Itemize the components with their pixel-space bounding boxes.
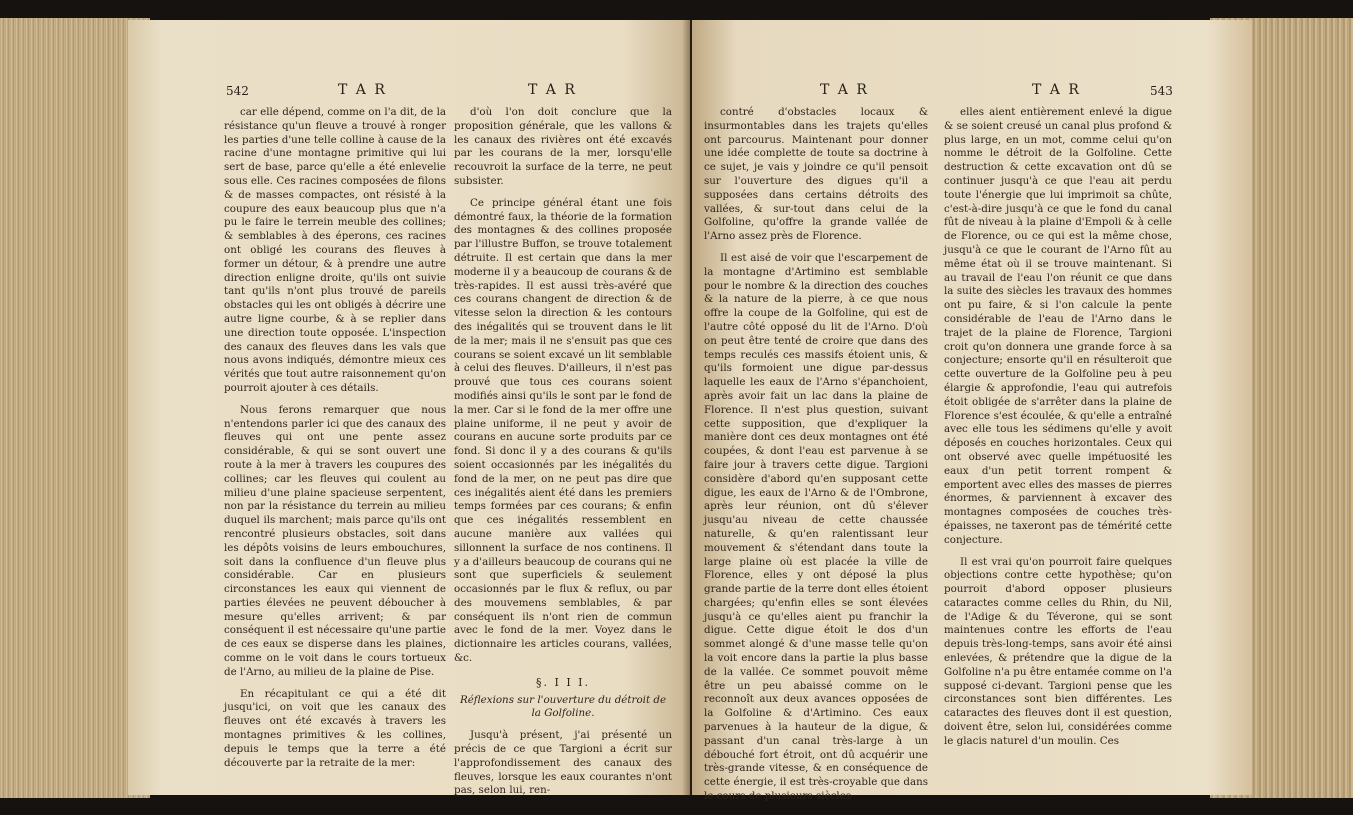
paragraph: En récapitulant ce qui a été dit jusqu'ici, on voit que les canaux des fleuves ont été excavés à travers les montagnes primitives & les collines, depuis le temps que la terre a été découverte par la retraite de la mer:	[224, 687, 446, 769]
right-running-head-2: T A R	[1032, 82, 1081, 98]
left-column-1	[224, 106, 446, 770]
paragraph: Il est vrai qu'on pourroit faire quelques objections contre cette hypothèse; qu'on pourroit d'abord opposer plusieurs cataractes comme celles du Rhin, du Nil, de l'Adige & du Téverone, qui se sont maintenues contre les efforts de l'eau depuis très-long-temps, sans avoir été ainsi enlevées, & prétendre que la digue de la Golfoline n'a pu être entamée comme on l'a supposé ci-devant. Targioni pense que les circonstances sont bien différentes. Les cataractes des fleuves dont il est question, doivent être, selon lui, considérées comme le glacis naturel d'un moulin. Ces	[944, 555, 1172, 747]
right-page-number: 543	[1150, 84, 1173, 98]
section-title: Réflexions sur l'ouverture du détroit de la Golfoline.	[459, 693, 667, 720]
right-page	[692, 20, 1252, 803]
left-running-head-1: T A R	[338, 82, 387, 98]
paragraph: car elle dépend, comme on l'a dit, de la résistance qu'un fleuve a trouvé à ronger les parties d'une telle colline à cause de la racine d'une montagne primitive qui lui sert de base, parce qu'elle a été enlevelie sous elle. Ces racines composées de filons & de masses compactes, ont résisté à la coupure des eaux beaucoup plus que n'a pu le faire le terrein meuble des collines; & semblables à des éperons, ces racines ont obligé les courans des fleuves à former un détour, & à prendre une autre direction enligne droite, qu'ils ont suivie tant qu'ils n'ont plus trouvé de pareils obstacles qui les ont obligés à décrire une autre ligne courbe, & à se replier dans une direction toute opposée. L'inspection des canaux des fleuves dans les vals que nous avons indiqués, démontre mieux ces vérités que tout autre raisonnement qu'on pourroit ajouter à ces détails.	[224, 106, 446, 394]
left-running-head-2: T A R	[528, 82, 577, 98]
paragraph: Ce principe général étant une fois démontré faux, la théorie de la formation des montagnes & des collines proposée par l'illustre Buffon, se trouve totalement détruite. Il est certain que dans la mer moderne il y a beaucoup de courans & de très-rapides. Il est aussi très-avéré que ces courans changent de direction & de vitesse selon la direction & les contours des inégalités qui se trouvent dans le lit de la mer; mais il ne s'ensuit pas que ces courans se soient excavé un lit semblable à celui des fleuves. D'ailleurs, il n'est pas prouvé que tous ces courans soient modifiés ainsi qu'ils le sont par le fond de la mer. Car si le fond de la mer offre une plaine uniforme, il ne peut y avoir de courans en aucune sorte produits par ce fond. Si donc il y a des courans & qu'ils soient occasionnés par les inégalités du fond de la mer, on ne peut pas dire que ces inégalités aient été dans les premiers temps formées par ces courans; & enfin que ces inégalités ressemblent en aucune manière aux vallées qui sillonnent la surface de nos continens. Il y a d'ailleurs beaucoup de courans qui ne sont que superficiels & seulement occasionnés par le flux & reflux, ou par des mouvemens semblables, & par conséquent ils n'ont rien de commun avec le fond de la mer. Voyez dans le dictionnaire les articles courans, vallées, &c.	[454, 196, 672, 665]
paragraph: elles aient entièrement enlevé la digue & se soient creusé un canal plus profond & plus large, en un mot, comme celui qu'on nomme le détroit de la Golfoline. Cette destruction & cette excavation ont dû se continuer jusqu'à ce que l'eau ait perdu toute l'énergie que lui imprimoit sa chûte, c'est-à-dire jusqu'à ce que le fond du canal fût de niveau à la plaine d'Empoli & à celle de Florence, ou ce qui est la même chose, jusqu'à ce que le courant de l'Arno fût au même état où il se trouve maintenant. Si au travail de l'eau l'on réunit ce que dans la suite des siècles les travaux des hommes ont pu faire, & si l'on calcule la pente considérable de l'eau de l'Arno dans le trajet de la plaine de Florence, Targioni croit qu'on donnera une grande force à sa conjecture; ensorte qu'il en résulteroit que cette ouverture de la Golfoline peu à peu élargie & approfondie, l'eau qui autrefois étoit obligée de s'arrêter dans la plaine de Florence s'est écoulée, & qu'elle a entraîné avec elle tous les sédimens qu'elle y avoit déposés en couches horizontales. Ceux qui ont observé avec quelle impétuosité les eaux d'un petit torrent rompent & emportent avec elles des masses de pierres énormes, & parviennent à excaver des montagnes composées de couches très-épaisses, ne taxeront pas de témérité cette conjecture.	[944, 106, 1172, 546]
paragraph: Il est aisé de voir que l'escarpement de la montagne d'Artimino est semblable pour le nombre & la direction des couches & la nature de la pierre, à ce que nous offre la coupe de la Golfoline, qui est de l'autre côté opposé du lit de l'Arno. D'où on peut être tenté de croire que dans des temps reculés ces massifs étoient unis, & qu'ils formoient une digue par-dessus laquelle les eaux de l'Arno s'épanchoient, après avoir fait un lac dans la plaine de Florence. Il n'est plus question, suivant cette supposition, que d'expliquer la manière dont ces deux montagnes ont été coupées, & dont l'eau est parvenue à se faire jour à travers cette digue. Targioni considère d'abord qu'en supposant cette digue, les eaux de l'Arno & de l'Ombrone, après leur réunion, ont dû s'élever jusqu'au niveau de cette chaussée naturelle, & qu'en ralentissant leur mouvement & s'étendant dans toute la large plaine où est placée la ville de Florence, elles y ont déposé la plus grande partie de la terre dont elles étoient chargées; qu'enfin elles se sont élevées jusqu'à ce qu'elles aient pu franchir la digue. Cette digue étoit le dos d'un sommet alongé & d'une masse telle qu'on la voit encore dans la partie la plus basse de la vallée. Ce sommet pouvoit même être un peu abaissé comme on le reconnoît aux deux avances opposées de la Golfoline & d'Artimino. Ces eaux parvenues à la hauteur de la digue, & passant d'un canal très-large à un débouché fort étroit, ont dû acquérir une très-grande vitesse, & en conséquence de cette énergie, il est très-croyable que dans le cours de plusieurs siècles	[704, 251, 928, 803]
left-page	[128, 20, 690, 795]
section-heading: §. I I I.	[535, 675, 591, 689]
paragraph: Nous ferons remarquer que nous n'entendons parler ici que des canaux des fleuves qui ont une pente assez considérable, & qui se sont ouvert une route à la mer à travers les coupures des collines; car les fleuves qui coulent au milieu d'une plaine spacieuse serpentent, non par la résistance du terrein au milieu duquel ils marchent; mais parce qu'ils ont rencontré plusieurs obstacles, soit dans les dépôts voisins de leurs embouchures, soit dans la confluence d'un fleuve plus considérable. Car en plusieurs circonstances les eaux qui viennent de parties élevées ne peuvent déboucher à mesure qu'elles arrivent; & par conséquent il est nécessaire qu'une partie de ces eaux se disperse dans les plaines, comme on le voit dans le cours tortueux de l'Arno, au milieu de la plaine de Pise.	[224, 403, 446, 678]
right-running-head-1: T A R	[820, 82, 869, 98]
paragraph: contré d'obstacles locaux & insurmontables dans les trajets qu'elles ont parcourus. Maintenant pour donner une idée complette de toute sa doctrine à ce sujet, je vais y joindre ce qu'il pensoit sur l'ouverture des digues qu'il a supposées dans certains détroits des vallées, & sur-tout dans celui de la Golfoline, qu'offre la grande vallée de l'Arno assez près de Florence.	[704, 106, 928, 243]
paragraph: Jusqu'à présent, j'ai présenté un précis de ce que Targioni a écrit sur l'approfondissement des canaux des fleuves, lorsque les eaux courantes n'ont pas, selon lui, ren-	[454, 729, 672, 797]
right-column-1	[704, 106, 928, 804]
paragraph: d'où l'on doit conclure que la proposition générale, que les vallons & les canaux des rivières ont été excavés par les courans de la mer, lorsqu'elle recouvroit la surface de la terre, ne peut subsister.	[454, 106, 672, 187]
left-page-number: 542	[226, 84, 249, 98]
left-column-2	[454, 106, 672, 798]
right-column-2	[944, 106, 1172, 749]
